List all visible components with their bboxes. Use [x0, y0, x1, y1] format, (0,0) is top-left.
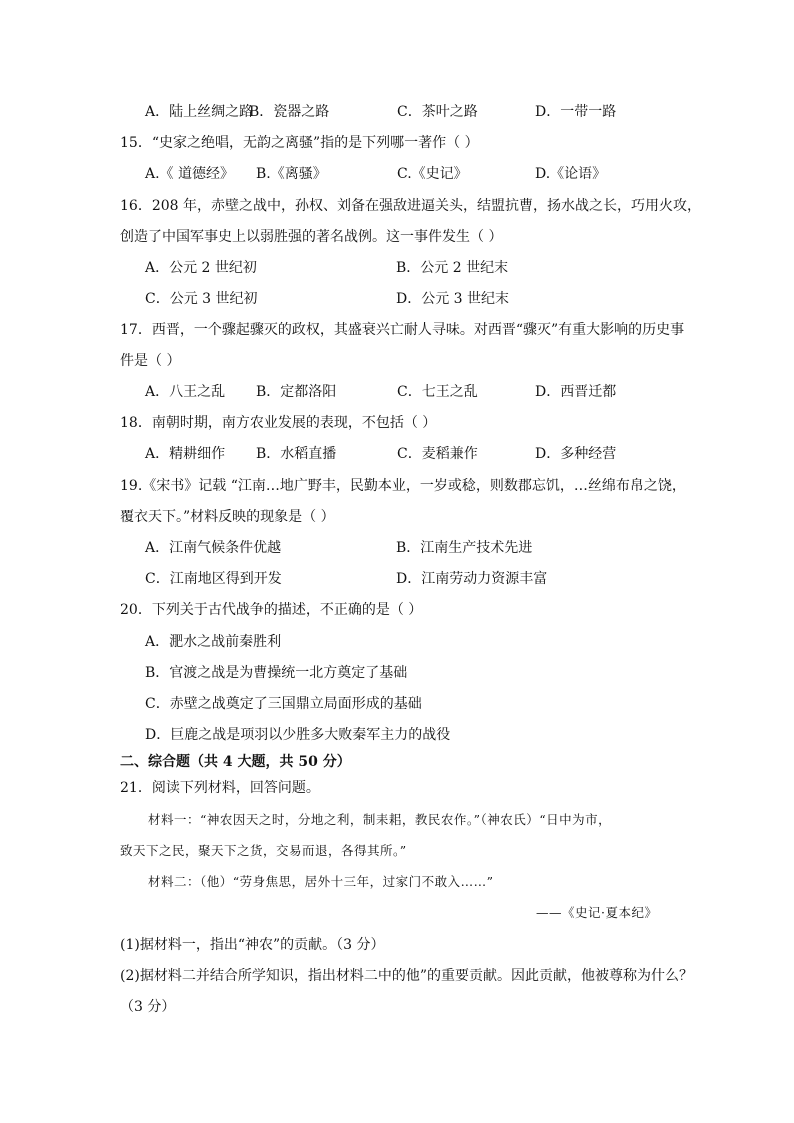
q19-option-b: B．江南生产技术先进	[396, 540, 533, 556]
q17-option-d: D．西晋迁都	[535, 384, 617, 400]
q19-option-d: D．江南劳动力资源丰富	[396, 571, 548, 587]
q21-source: ——《史记·夏本纪》	[536, 905, 658, 920]
q16-option-b: B．公元 2 世纪末	[396, 260, 509, 276]
q20-option-c: C．赤壁之战奠定了三国鼎立局面形成的基础	[145, 696, 422, 712]
q17-stem-line2: 件是（ ）	[120, 353, 181, 369]
q20-option-a: A．淝水之战前秦胜利	[145, 634, 282, 650]
q18-option-a: A．精耕细作	[145, 446, 226, 462]
q15-option-a: A.《 道德经》	[145, 166, 235, 182]
q17-option-a: A．八王之乱	[145, 384, 226, 400]
q17-option-b: B．定都洛阳	[256, 384, 337, 400]
q14-option-a: A．陆上丝绸之路	[145, 104, 254, 120]
q15-option-b: B.《离骚》	[256, 166, 327, 182]
q18-option-d: D．多种经营	[535, 446, 617, 462]
q15-option-c: C.《史记》	[397, 166, 468, 182]
q20-option-b: B．官渡之战是为曹操统一北方奠定了基础	[145, 665, 408, 681]
q16-option-a: A．公元 2 世纪初	[145, 260, 257, 276]
q15-stem: 15．“史家之绝唱，无韵之离骚”指的是下列哪一著作（ ）	[120, 135, 479, 151]
q16-stem-line1: 16．208 年，赤壁之战中，孙权、刘备在强敌进逼关头，结盟抗曹，扬水战之长，巧用火攻，	[120, 198, 701, 214]
q21-material1-line1: 材料一：“神农因天之时，分地之利，制耒耜，教民农作。”（神农氏）“日中为市，	[148, 812, 612, 827]
q17-option-c: C．七王之乱	[397, 384, 478, 400]
q18-option-b: B．水稻直播	[256, 446, 337, 462]
q18-options	[145, 444, 616, 464]
section-heading: 二、综合题（共 4 大题，共 50 分）	[120, 754, 351, 770]
q17-stem-line1: 17．西晋，一个骤起骤灭的政权，其盛衰兴亡耐人寻味。对西晋“骤灭”有重大影响的历史事	[120, 322, 685, 338]
q16-option-c: C．公元 3 世纪初	[145, 291, 258, 307]
q14-option-b: B．瓷器之路	[249, 104, 330, 120]
q19-stem-line2: 覆衣天下。”材料反映的现象是（ ）	[120, 509, 335, 525]
q20-stem: 20．下列关于古代战争的描述，不正确的是（ ）	[120, 602, 423, 618]
q14-options	[145, 102, 616, 122]
q15-options	[145, 164, 606, 184]
q17-options	[145, 382, 616, 402]
q14-option-d: D．一带一路	[535, 104, 617, 120]
q20-option-d: D．巨鹿之战是项羽以少胜多大败秦军主力的战役	[145, 727, 451, 743]
q21-material2: 材料二：（他）“劳身焦思，居外十三年，过家门不敢入……”	[148, 874, 494, 889]
q18-option-c: C．麦稻兼作	[397, 446, 478, 462]
q15-option-d: D.《论语》	[535, 166, 607, 182]
q21-subquestion1: (1)据材料一，指出“神农”的贡献。（3 分）	[120, 937, 385, 953]
q21-subquestion2-line2: （3 分）	[120, 999, 176, 1015]
q19-option-c: C．江南地区得到开发	[145, 571, 282, 587]
q16-option-d: D．公元 3 世纪末	[396, 291, 510, 307]
q21-subquestion2-line1: (2)据材料二并结合所学知识，指出材料二中的他”的重要贡献。因此贡献，他被尊称为什么？	[120, 968, 693, 984]
q16-stem-line2: 创造了中国军事史上以弱胜强的著名战例。这一事件发生（ ）	[120, 229, 503, 245]
q21-stem: 21．阅读下列材料，回答问题。	[120, 780, 320, 796]
q19-stem-line1: 19.《宋书》记载 “江南…地广野丰，民勤本业，一岁或稔，则数郡忘饥，…丝绵布帛之饶，	[120, 478, 686, 494]
q21-material1-line2: 致天下之民，聚天下之货，交易而退，各得其所。”	[120, 843, 407, 858]
q19-option-a: A．江南气候条件优越	[145, 540, 282, 556]
q18-stem: 18．南朝时期，南方农业发展的表现，不包括（ ）	[120, 415, 437, 431]
q14-option-c: C．茶叶之路	[397, 104, 478, 120]
